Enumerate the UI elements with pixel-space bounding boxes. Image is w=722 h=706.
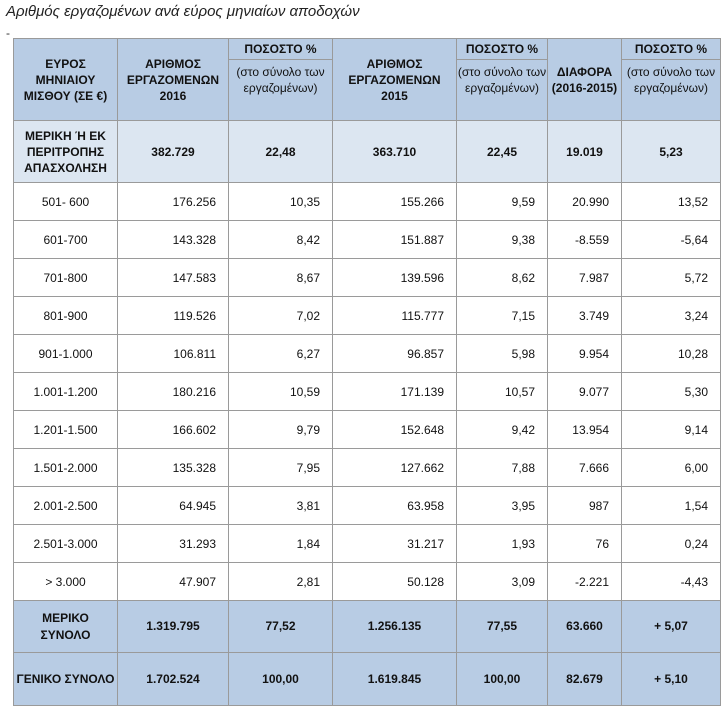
cell-employees-2015: 115.777 — [333, 297, 457, 335]
partial-total-employees-2015: 1.256.135 — [333, 601, 457, 653]
cell-employees-2015: 96.857 — [333, 335, 457, 373]
cell-percent-difference: 5,72 — [622, 259, 721, 297]
partial-percent-2015: 22,45 — [457, 121, 548, 183]
cell-range: 1.001-1.200 — [14, 373, 118, 411]
header-percent-sub: (στο σύνολο των εργαζομένων) — [236, 65, 325, 95]
partial-total-percent-difference: + 5,07 — [622, 601, 721, 653]
cell-percent-2015: 3,09 — [457, 563, 548, 601]
cell-range: 1.201-1.500 — [14, 411, 118, 449]
partial-total-difference: 63.660 — [548, 601, 622, 653]
header-percent-sub: (στο σύνολο των εργαζομένων) — [626, 65, 716, 95]
grand-total-percent-difference: + 5,10 — [622, 653, 721, 706]
cell-percent-2015: 7,15 — [457, 297, 548, 335]
partial-total-percent-2015: 77,55 — [457, 601, 548, 653]
cell-range: 901-1.000 — [14, 335, 118, 373]
cell-percent-difference: 3,24 — [622, 297, 721, 335]
cell-employees-2015: 63.958 — [333, 487, 457, 525]
partial-total-label: ΜΕΡΙΚΟ ΣΥΝΟΛΟ — [14, 601, 118, 653]
header-range: ΕΥΡΟΣ ΜΗΝΙΑΙΟΥ ΜΙΣΘΟΥ (ΣΕ €) — [14, 39, 118, 121]
cell-difference: 13.954 — [548, 411, 622, 449]
cell-range: 501- 600 — [14, 183, 118, 221]
header-row — [14, 39, 721, 121]
cell-employees-2016: 47.907 — [118, 563, 229, 601]
cell-percent-2016: 10,35 — [229, 183, 333, 221]
cell-employees-2016: 143.328 — [118, 221, 229, 259]
page-title: Αριθμός εργαζομένων ανά εύρος μηνιαίων αποδοχών — [6, 3, 360, 20]
table-row — [14, 183, 721, 221]
cell-percent-2016: 7,02 — [229, 297, 333, 335]
cell-employees-2015: 152.648 — [333, 411, 457, 449]
cell-employees-2016: 166.602 — [118, 411, 229, 449]
cell-percent-2016: 9,79 — [229, 411, 333, 449]
table-row — [14, 259, 721, 297]
cell-employees-2015: 127.662 — [333, 449, 457, 487]
cell-difference: 3.749 — [548, 297, 622, 335]
table-row — [14, 373, 721, 411]
cell-employees-2015: 171.139 — [333, 373, 457, 411]
cell-range: 2.501-3.000 — [14, 525, 118, 563]
header-percent-2016 — [229, 39, 333, 121]
grand-total-difference: 82.679 — [548, 653, 622, 706]
cell-range: 701-800 — [14, 259, 118, 297]
header-employees-2015: ΑΡΙΘΜΟΣ ΕΡΓΑΖΟΜΕΝΩΝ 2015 — [333, 39, 457, 121]
grand-total-percent-2015: 100,00 — [457, 653, 548, 706]
cell-employees-2015: 155.266 — [333, 183, 457, 221]
header-percent-sub: (στο σύνολο των εργαζομένων) — [457, 65, 547, 95]
cell-employees-2016: 147.583 — [118, 259, 229, 297]
header-percent-2015 — [457, 39, 548, 121]
cell-percent-difference: 5,30 — [622, 373, 721, 411]
partial-employees-2016: 382.729 — [118, 121, 229, 183]
cell-difference: -8.559 — [548, 221, 622, 259]
cell-percent-2015: 9,42 — [457, 411, 548, 449]
cell-percent-2016: 1,84 — [229, 525, 333, 563]
cell-difference: 76 — [548, 525, 622, 563]
cell-employees-2016: 64.945 — [118, 487, 229, 525]
partial-difference: 19.019 — [548, 121, 622, 183]
grand-total-employees-2015: 1.619.845 — [333, 653, 457, 706]
cell-employees-2016: 31.293 — [118, 525, 229, 563]
cell-employees-2016: 176.256 — [118, 183, 229, 221]
cell-percent-2015: 3,95 — [457, 487, 548, 525]
cell-percent-2016: 8,42 — [229, 221, 333, 259]
cell-difference: -2.221 — [548, 563, 622, 601]
partial-label: ΜΕΡΙΚΗ Ή ΕΚ ΠΕΡΙΤΡΟΠΗΣ ΑΠΑΣΧΟΛΗΣΗ — [14, 121, 118, 183]
partial-total-percent-2016: 77,52 — [229, 601, 333, 653]
cell-percent-2015: 9,38 — [457, 221, 548, 259]
cell-percent-2015: 9,59 — [457, 183, 548, 221]
header-percent-difference — [622, 39, 721, 121]
cell-percent-difference: 9,14 — [622, 411, 721, 449]
cell-percent-difference: 13,52 — [622, 183, 721, 221]
cell-percent-2015: 7,88 — [457, 449, 548, 487]
cell-range: 2.001-2.500 — [14, 487, 118, 525]
grand-total-percent-2016: 100,00 — [229, 653, 333, 706]
cell-employees-2016: 119.526 — [118, 297, 229, 335]
header-percent-label: ΠΟΣΟΣΤΟ % — [622, 39, 720, 60]
cell-range: > 3.000 — [14, 563, 118, 601]
partial-employment-row — [14, 121, 721, 183]
cell-percent-2015: 1,93 — [457, 525, 548, 563]
grand-total-row — [14, 653, 721, 706]
cell-percent-2016: 10,59 — [229, 373, 333, 411]
partial-total-row — [14, 601, 721, 653]
cell-percent-difference: 10,28 — [622, 335, 721, 373]
cell-percent-difference: -5,64 — [622, 221, 721, 259]
cell-range: 601-700 — [14, 221, 118, 259]
cell-percent-2016: 8,67 — [229, 259, 333, 297]
cell-percent-difference: 1,54 — [622, 487, 721, 525]
cell-employees-2016: 135.328 — [118, 449, 229, 487]
salary-range-table — [13, 38, 721, 706]
cell-employees-2015: 151.887 — [333, 221, 457, 259]
table-row — [14, 487, 721, 525]
header-employees-2016: ΑΡΙΘΜΟΣ ΕΡΓΑΖΟΜΕΝΩΝ 2016 — [118, 39, 229, 121]
cell-percent-2015: 10,57 — [457, 373, 548, 411]
cell-employees-2016: 106.811 — [118, 335, 229, 373]
grand-total-label: ΓΕΝΙΚΟ ΣΥΝΟΛΟ — [14, 653, 118, 706]
cell-difference: 7.666 — [548, 449, 622, 487]
cell-percent-2016: 6,27 — [229, 335, 333, 373]
cell-employees-2015: 139.596 — [333, 259, 457, 297]
cell-difference: 20.990 — [548, 183, 622, 221]
partial-total-employees-2016: 1.319.795 — [118, 601, 229, 653]
cell-difference: 9.077 — [548, 373, 622, 411]
cell-percent-2016: 3,81 — [229, 487, 333, 525]
header-percent-label: ΠΟΣΟΣΤΟ % — [229, 39, 332, 60]
cell-percent-2015: 5,98 — [457, 335, 548, 373]
dash-marker: - — [6, 26, 10, 40]
cell-difference: 9.954 — [548, 335, 622, 373]
cell-difference: 987 — [548, 487, 622, 525]
cell-employees-2016: 180.216 — [118, 373, 229, 411]
partial-employees-2015: 363.710 — [333, 121, 457, 183]
cell-percent-difference: 6,00 — [622, 449, 721, 487]
table-row — [14, 297, 721, 335]
table-row — [14, 525, 721, 563]
partial-percent-difference: 5,23 — [622, 121, 721, 183]
cell-range: 1.501-2.000 — [14, 449, 118, 487]
partial-percent-2016: 22,48 — [229, 121, 333, 183]
header-difference: ΔΙΑΦΟΡΑ (2016-2015) — [548, 39, 622, 121]
table-row — [14, 563, 721, 601]
table-row — [14, 221, 721, 259]
cell-employees-2015: 31.217 — [333, 525, 457, 563]
grand-total-employees-2016: 1.702.524 — [118, 653, 229, 706]
cell-percent-difference: -4,43 — [622, 563, 721, 601]
cell-percent-2015: 8,62 — [457, 259, 548, 297]
cell-percent-difference: 0,24 — [622, 525, 721, 563]
cell-employees-2015: 50.128 — [333, 563, 457, 601]
cell-range: 801-900 — [14, 297, 118, 335]
cell-percent-2016: 2,81 — [229, 563, 333, 601]
table-row — [14, 335, 721, 373]
table-row — [14, 449, 721, 487]
cell-difference: 7.987 — [548, 259, 622, 297]
header-percent-label: ΠΟΣΟΣΤΟ % — [457, 39, 547, 60]
cell-percent-2016: 7,95 — [229, 449, 333, 487]
table-row — [14, 411, 721, 449]
